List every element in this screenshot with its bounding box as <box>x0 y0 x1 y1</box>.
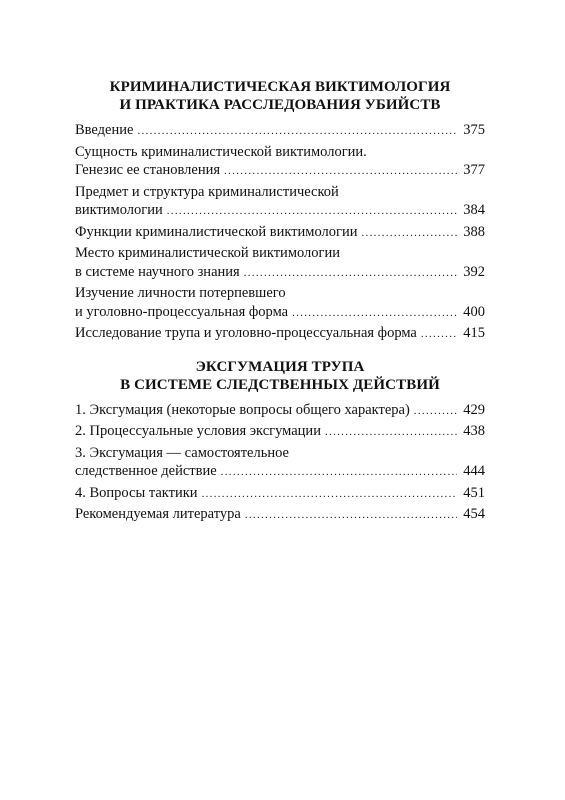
dot-leader <box>224 162 457 181</box>
dot-leader <box>325 423 457 442</box>
entry-title: 4. Вопросы тактики <box>75 484 198 501</box>
entry-title: следственное действие <box>75 463 217 479</box>
page-number: 375 <box>463 122 485 138</box>
toc-section-exhumation <box>75 358 485 525</box>
entry-title: 1. Эксгумация (некоторые вопросы общего характера) <box>75 401 410 418</box>
entry-title: Место криминалистической виктимологии <box>75 245 341 261</box>
toc-entry[interactable] <box>75 183 485 221</box>
dot-leader <box>244 264 458 283</box>
entry-title: Предмет и структура криминалистической <box>75 183 339 200</box>
toc-section-victimology <box>75 78 485 344</box>
entry-title: Изучение личности потерпевшего <box>75 285 286 301</box>
dot-leader <box>202 485 458 504</box>
entry-title: Сущность криминалистической виктимологии. <box>75 143 367 160</box>
page-number: 415 <box>463 325 485 341</box>
entry-title: 2. Процессуальные условия эксгумации <box>75 423 321 439</box>
section-title-line: В СИСТЕМЕ СЛЕДСТВЕННЫХ ДЕЙСТВИЙ <box>120 376 440 393</box>
entry-title: 3. Эксгумация — самостоятельное <box>75 444 289 461</box>
dot-leader <box>137 122 457 141</box>
section-title-line: КРИМИНАЛИСТИЧЕСКАЯ ВИКТИМОЛОГИЯ <box>109 79 451 95</box>
entry-title: Рекомендуемая литература <box>75 506 241 522</box>
entry-title: в системе научного знания <box>75 263 240 280</box>
toc-entry[interactable] <box>75 223 485 243</box>
page-number: 384 <box>463 202 485 218</box>
entry-title: Введение <box>75 122 134 138</box>
dot-leader <box>221 463 458 482</box>
page-number: 392 <box>463 263 485 280</box>
toc-entry[interactable] <box>75 284 485 322</box>
page-number: 444 <box>463 463 485 479</box>
toc-entry[interactable] <box>75 143 485 181</box>
dot-leader <box>245 506 457 525</box>
section-title <box>75 78 485 114</box>
section-title <box>75 358 485 394</box>
dot-leader <box>414 402 457 421</box>
toc-entry[interactable] <box>75 444 485 482</box>
page-number: 377 <box>463 162 485 178</box>
section-title-line: ЭКСГУМАЦИЯ ТРУПА <box>195 358 365 375</box>
toc-entry[interactable] <box>75 505 485 525</box>
toc-entry[interactable] <box>75 484 485 504</box>
dot-leader <box>361 224 457 243</box>
toc-entry[interactable] <box>75 121 485 141</box>
entry-title: Генезис ее становления <box>75 162 221 178</box>
page-number: 429 <box>463 401 485 418</box>
toc-entry[interactable] <box>75 422 485 442</box>
dot-leader <box>421 325 457 344</box>
entry-title: виктимологии <box>75 202 163 218</box>
entry-title: Функции криминалистической виктимологии <box>75 223 358 240</box>
dot-leader <box>292 304 457 323</box>
dot-leader <box>167 202 458 221</box>
page-number: 454 <box>463 506 485 522</box>
toc-entry[interactable] <box>75 244 485 282</box>
page-number: 400 <box>463 303 485 320</box>
toc-entry[interactable] <box>75 324 485 344</box>
page-number: 451 <box>463 484 485 501</box>
page-number: 438 <box>463 423 485 439</box>
page-number: 388 <box>463 223 485 240</box>
entry-title: Исследование трупа и уголовно-процессуальная форма <box>75 325 417 341</box>
section-title-line: И ПРАКТИКА РАССЛЕДОВАНИЯ УБИЙСТВ <box>119 97 441 113</box>
table-of-contents <box>75 78 485 539</box>
toc-entry[interactable] <box>75 401 485 421</box>
entry-title: и уголовно-процессуальная форма <box>75 303 289 320</box>
